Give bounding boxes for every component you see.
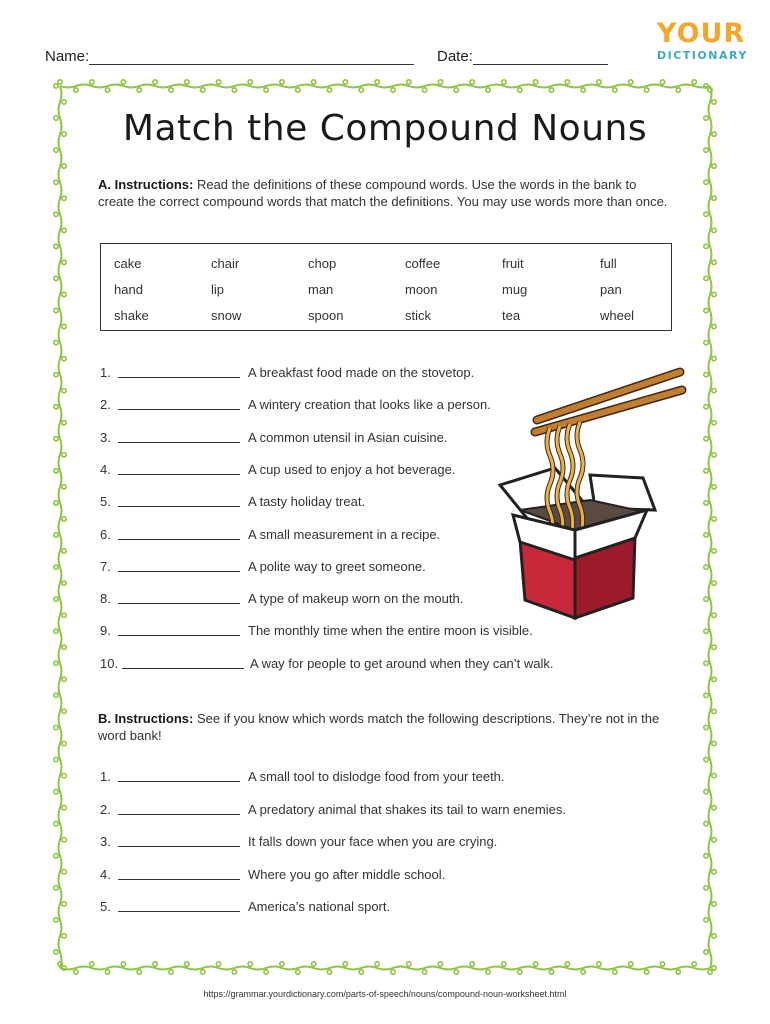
question-row xyxy=(100,656,620,676)
answer-blank[interactable] xyxy=(122,668,244,669)
word-bank-item: shake xyxy=(114,308,149,323)
question-row xyxy=(100,867,620,887)
word-bank-item: mug xyxy=(502,282,528,297)
word-bank-item: stick xyxy=(405,308,431,323)
answer-blank[interactable] xyxy=(118,409,240,410)
word-bank-item: tea xyxy=(502,308,521,323)
word-bank-item: spoon xyxy=(308,308,344,323)
word-bank-item: snow xyxy=(211,308,242,323)
date-label: Date: xyxy=(437,48,473,65)
question-number: 1. xyxy=(100,365,111,380)
question-row xyxy=(100,769,620,789)
question-number: 2. xyxy=(100,801,111,817)
question-number: 9. xyxy=(100,623,111,639)
question-definition: A small measurement in a recipe. xyxy=(248,526,441,542)
question-definition: A polite way to greet someone. xyxy=(248,558,426,574)
word-bank-item: chair xyxy=(211,256,240,271)
question-definition: A breakfast food made on the stovetop. xyxy=(248,365,475,380)
question-number: 3. xyxy=(100,429,111,445)
question-number: 5. xyxy=(100,899,111,914)
page-title: Match the Compound Nouns xyxy=(122,108,648,149)
section-b-text: See if you know which words match the following descriptions. They’re not in the word bank! xyxy=(98,711,660,743)
word-bank-item: man xyxy=(308,282,334,297)
question-definition: A common utensil in Asian cuisine. xyxy=(248,429,448,445)
word-bank-item: lip xyxy=(211,282,225,297)
question-number: 7. xyxy=(100,558,111,574)
answer-blank[interactable] xyxy=(118,635,240,636)
section-a-text: Read the definitions of these compound words. Use the words in the bank to create the correct compound words that match the definitions. You may use words more than once. xyxy=(98,177,668,209)
question-definition: A tasty holiday treat. xyxy=(248,494,366,510)
question-number: 8. xyxy=(100,591,111,607)
question-definition: It falls down your face when you are crying. xyxy=(248,834,498,849)
section-b-instructions xyxy=(98,711,668,744)
answer-blank[interactable] xyxy=(118,911,240,912)
question-number: 2. xyxy=(100,397,111,413)
answer-blank[interactable] xyxy=(118,879,240,880)
source-url: https://grammar.yourdictionary.com/parts-of-speech/nouns/compound-noun-worksheet.html xyxy=(203,989,567,999)
answer-blank[interactable] xyxy=(118,846,240,847)
answer-blank[interactable] xyxy=(118,506,240,507)
answer-blank[interactable] xyxy=(118,571,240,572)
question-row xyxy=(100,802,620,822)
word-bank-item: chop xyxy=(308,256,337,271)
word-bank-item: coffee xyxy=(405,256,441,271)
question-definition: A small tool to dislodge food from your teeth. xyxy=(248,769,505,784)
word-bank-item: wheel xyxy=(600,308,634,323)
answer-blank[interactable] xyxy=(118,442,240,443)
question-definition: A type of makeup worn on the mouth. xyxy=(248,591,464,607)
logo-your-text: YOUR xyxy=(657,18,746,49)
question-number: 4. xyxy=(100,461,111,477)
question-row xyxy=(100,899,620,919)
question-number: 6. xyxy=(100,526,111,542)
question-number: 1. xyxy=(100,769,111,784)
word-bank-item: hand xyxy=(114,282,143,297)
section-b-label: B. Instructions: xyxy=(98,711,194,726)
question-definition: A predatory animal that shakes its tail to warn enemies. xyxy=(248,801,566,817)
section-a-instructions xyxy=(98,177,668,210)
word-bank-item: fruit xyxy=(502,256,524,271)
logo-dictionary-text: DICTIONARY xyxy=(657,49,748,62)
section-a-label: A. Instructions: xyxy=(98,177,194,192)
answer-blank[interactable] xyxy=(118,814,240,815)
question-definition: A wintery creation that looks like a person. xyxy=(248,397,491,413)
answer-blank[interactable] xyxy=(118,539,240,540)
word-bank-item: moon xyxy=(405,282,438,297)
word-bank-item: cake xyxy=(114,256,142,271)
answer-blank[interactable] xyxy=(118,474,240,475)
word-bank-item: pan xyxy=(600,282,622,297)
question-row xyxy=(100,623,620,643)
question-definition: America’s national sport. xyxy=(248,899,391,914)
noodle-takeout-box-with-chopsticks-icon xyxy=(495,350,695,620)
word-bank xyxy=(100,243,672,331)
answer-blank[interactable] xyxy=(118,377,240,378)
question-row xyxy=(100,834,620,854)
question-definition: A cup used to enjoy a hot beverage. xyxy=(248,461,456,477)
word-bank-item: full xyxy=(600,256,617,271)
question-definition: Where you go after middle school. xyxy=(248,866,446,882)
question-number: 4. xyxy=(100,866,111,882)
name-label: Name: xyxy=(45,48,90,65)
answer-blank[interactable] xyxy=(118,603,240,604)
answer-blank[interactable] xyxy=(118,781,240,782)
question-definition: The monthly time when the entire moon is visible. xyxy=(248,623,533,639)
question-number: 10. xyxy=(100,655,119,671)
question-definition: A way for people to get around when they can’t walk. xyxy=(250,655,554,671)
question-number: 3. xyxy=(100,834,111,849)
question-number: 5. xyxy=(100,494,111,510)
